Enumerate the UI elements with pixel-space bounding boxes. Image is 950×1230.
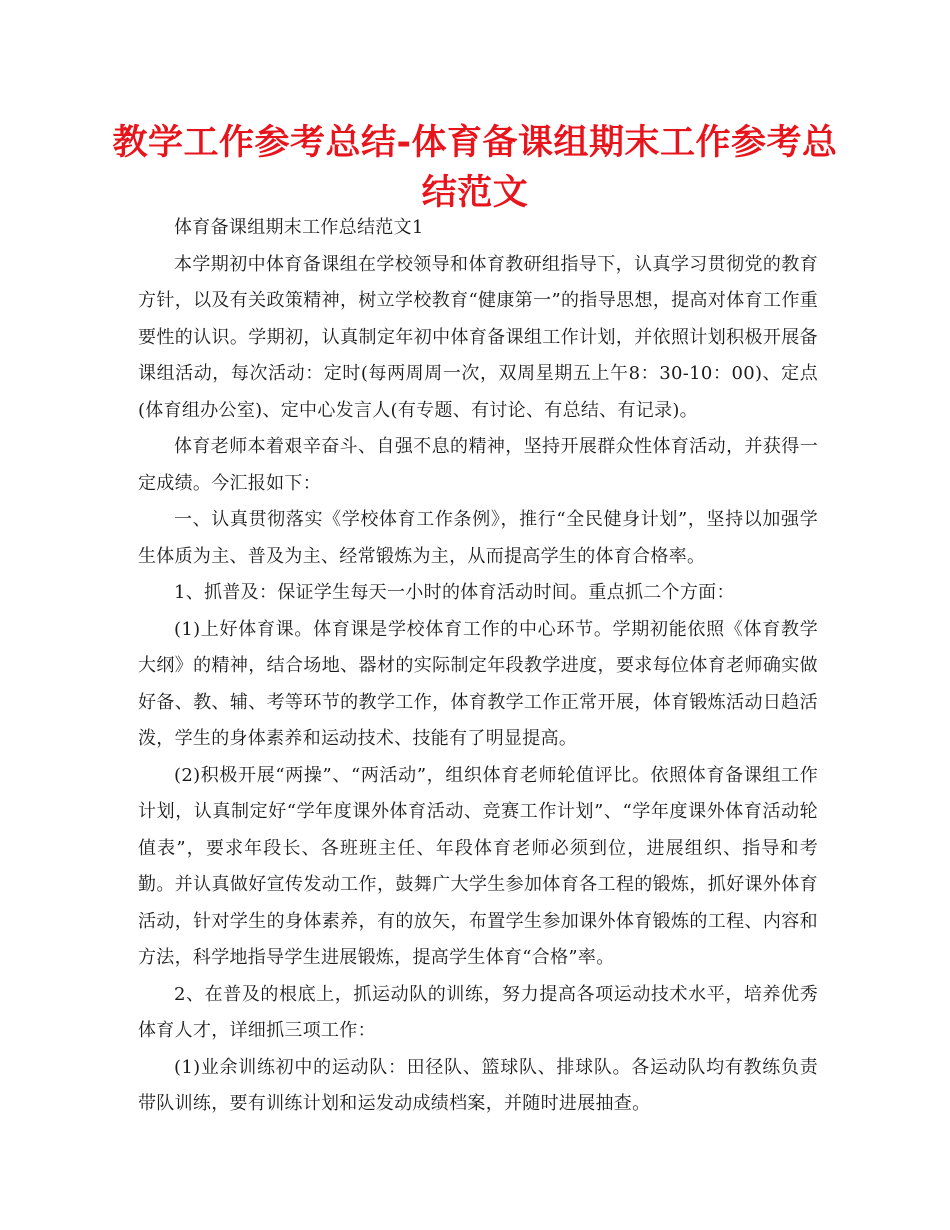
paragraph-item-2: 2、在普及的根底上，抓运动队的训练，努力提高各项运动技术水平，培养优秀体育人才，详细抓三项工作：: [138, 983, 818, 1041]
paragraph-subtitle: 体育备课组期末工作总结范文1: [174, 217, 424, 238]
paragraph-section-1: 一、认真贯彻落实《学校体育工作条例》，推行“全民健身计划”，坚持以加强学生体质为主、普及为主、经常锻炼为主，从而提高学生的体育合格率。: [138, 509, 818, 567]
document-title: 教学工作参考总结-体育备课组期末工作参考总结范文: [112, 123, 838, 213]
paragraph-item-1-2: (2)积极开展“两操”、“两活动”，组织体育老师轮值评比。依照体育备课组工作计划，认真制定好“学年度课外体育活动、竞赛工作计划”、“学年度课外体育活动轮值表”，要求年段长、各班班主任、年段体育老师必须到位，进展组织、指导和考勤。并认真做好宣传发动工作，鼓舞广大学生参加体育各工程的锻炼，抓好课外体育活动，针对学生的身体素养，有的放矢，布置学生参加课外体育锻炼的工程、内容和方法，科学地指导学生进展锻炼，提高学生体育“合格”率。: [138, 764, 818, 968]
paragraph-intro: 本学期初中体育备课组在学校领导和体育教研组指导下，认真学习贯彻党的教育方针，以及有关政策精神，树立学校教育“健康第一”的指导思想，提高对体育工作重要性的认识。学期初，认真制定年初中体育备课组工作计划，并依照计划积极开展备课组活动，每次活动：定时(每两周周一次，双周星期五上午8：30-10：00)、定点(体育组办公室)、定中心发言人(有专题、有讨论、有总结、有记录)。: [138, 253, 818, 421]
paragraph-spirit: 体育老师本着艰辛奋斗、自强不息的精神，坚持开展群众性体育活动，并获得一定成绩。今汇报如下：: [138, 436, 818, 494]
paragraph-item-1-1: (1)上好体育课。体育课是学校体育工作的中心环节。学期初能依照《体育教学大纲》的精神，结合场地、器材的实际制定年段教学进度，要求每位体育老师确实做好备、教、辅、考等环节的教学工作，体育教学工作正常开展，体育锻炼活动日趋活泼，学生的身体素养和运动技术、技能有了明显提高。: [138, 618, 818, 749]
paragraph-item-1: 1、抓普及：保证学生每天一小时的体育活动时间。重点抓二个方面：: [174, 582, 735, 603]
document-body: [138, 210, 818, 1123]
paragraph-item-2-1: (1)业余训练初中的运动队：田径队、篮球队、排球队。各运动队均有教练负责带队训练，要有训练计划和运发动成绩档案，并随时进展抽查。: [138, 1056, 818, 1114]
